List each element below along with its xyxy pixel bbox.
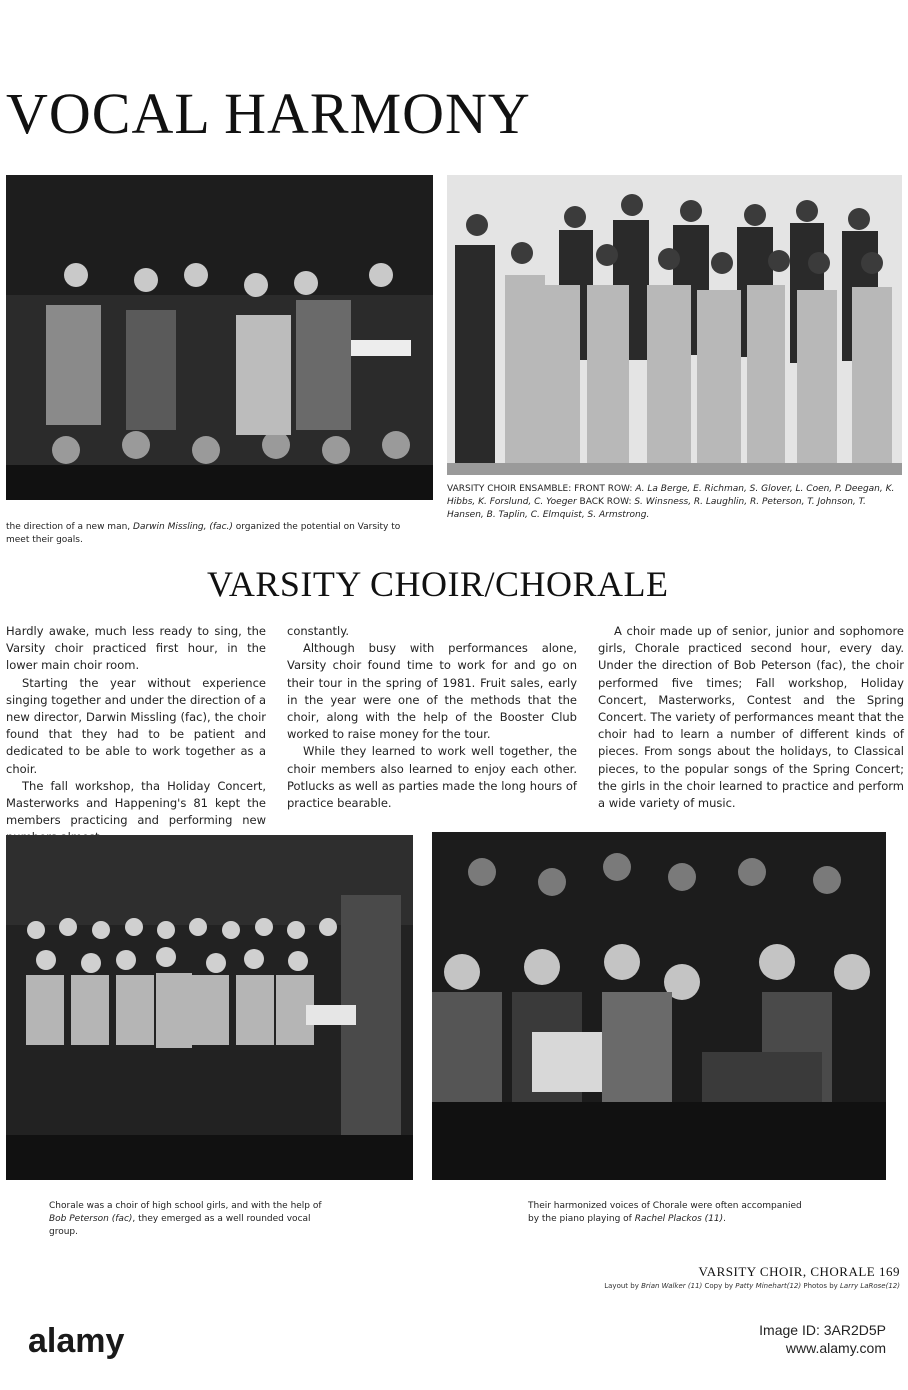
- article-column-1: [6, 623, 266, 847]
- paragraph: The fall workshop, tha Holiday Concert, Masterworks and Happening's 81 kept the members practicing and performing new: [6, 778, 266, 828]
- caption-bottom-left: Chorale was a choir of high school girls, and with the help of Bob Peterson (fac), they emerged as a well rounded vocal group.: [49, 1201, 322, 1237]
- watermark-info: [759, 1321, 886, 1357]
- photo-varsity-choir-ensemble: [447, 175, 902, 475]
- caption-top-right: VARSITY CHOIR ENSAMBLE: FRONT ROW: A. La Berge, E. Richman, S. Glover, L. Coen, P. Deegan, K. Hibbs, K. Forslund, C. Yoeger BACK ROW: S. Winsness, R. Laughlin, R. Peterson, T. Johnson, T. Hansen, B. Taplin, C. Elmquist, S. Armstrong.: [447, 484, 895, 520]
- paragraph: constantly.: [287, 624, 350, 638]
- paragraph: Starting the year without experience singing together and under the direction of a new director, Darwin Missling (fac), the choir found that they had to be patient and dedicated to be able to work together as a choir.: [6, 675, 266, 776]
- caption-bottom-right: Their harmonized voices of Chorale were often accompanied by the piano playing of Rachel Plackos (11).: [528, 1201, 802, 1224]
- paragraph: While they learned to work well together, the choir members also learned to enjoy each other. Potlucks as well as parties made the long hours of practice bearable.: [287, 744, 577, 811]
- photo-varsity-choir-rehearsal: [6, 175, 433, 500]
- watermark-image-id: Image ID: 3AR2D5P: [759, 1322, 886, 1338]
- caption-top-left: the direction of a new man, Darwin Missling, (fac.) organized the potential on Varsity to meet their goals.: [6, 522, 401, 545]
- page-credits: Layout by Brian Walker (11) Copy by Patty Minehart(12) Photos by Larry LaRose(12): [604, 1282, 900, 1290]
- page-folio: VARSITY CHOIR, CHORALE 169: [698, 1264, 900, 1279]
- photo-chorale-with-piano: [432, 832, 886, 1180]
- watermark-logo: alamy: [28, 1322, 125, 1360]
- page-headline: VOCAL HARMONY: [6, 81, 531, 146]
- paragraph: Hardly awake, much less ready to sing, the Varsity choir practiced first hour, in the lower main choir room.: [6, 624, 266, 673]
- section-headline: VARSITY CHOIR/CHORALE: [207, 564, 669, 604]
- photo-chorale-performance: [6, 835, 413, 1180]
- paragraph: A choir made up of senior, junior and sophomore girls, Chorale practiced second hour, every day. Under the direction of Bob Peterson (fac), the choir performed five times; Fall workshop, Holiday Concert, Masterworks, Contest and the Spring Concert. The variety of performances meant that the choir had to learn a number of different kinds of pieces. From songs about the holidays, to Classical pieces, to the popular songs of the Spring Concert; the girls in the choir learned to practice and perform a wide variety of music.: [598, 624, 904, 811]
- paragraph: Although busy with performances alone, Varsity choir found time to work for and go on their tour in the spring of 1981. Fruit sales, early in the year were one of the methods that the choir, along with the help of the Booster Club worked to raise money for the tour.: [287, 641, 577, 742]
- watermark-site: www.alamy.com: [785, 1340, 886, 1356]
- article-column-3: [598, 623, 904, 812]
- article-column-2: [287, 623, 577, 812]
